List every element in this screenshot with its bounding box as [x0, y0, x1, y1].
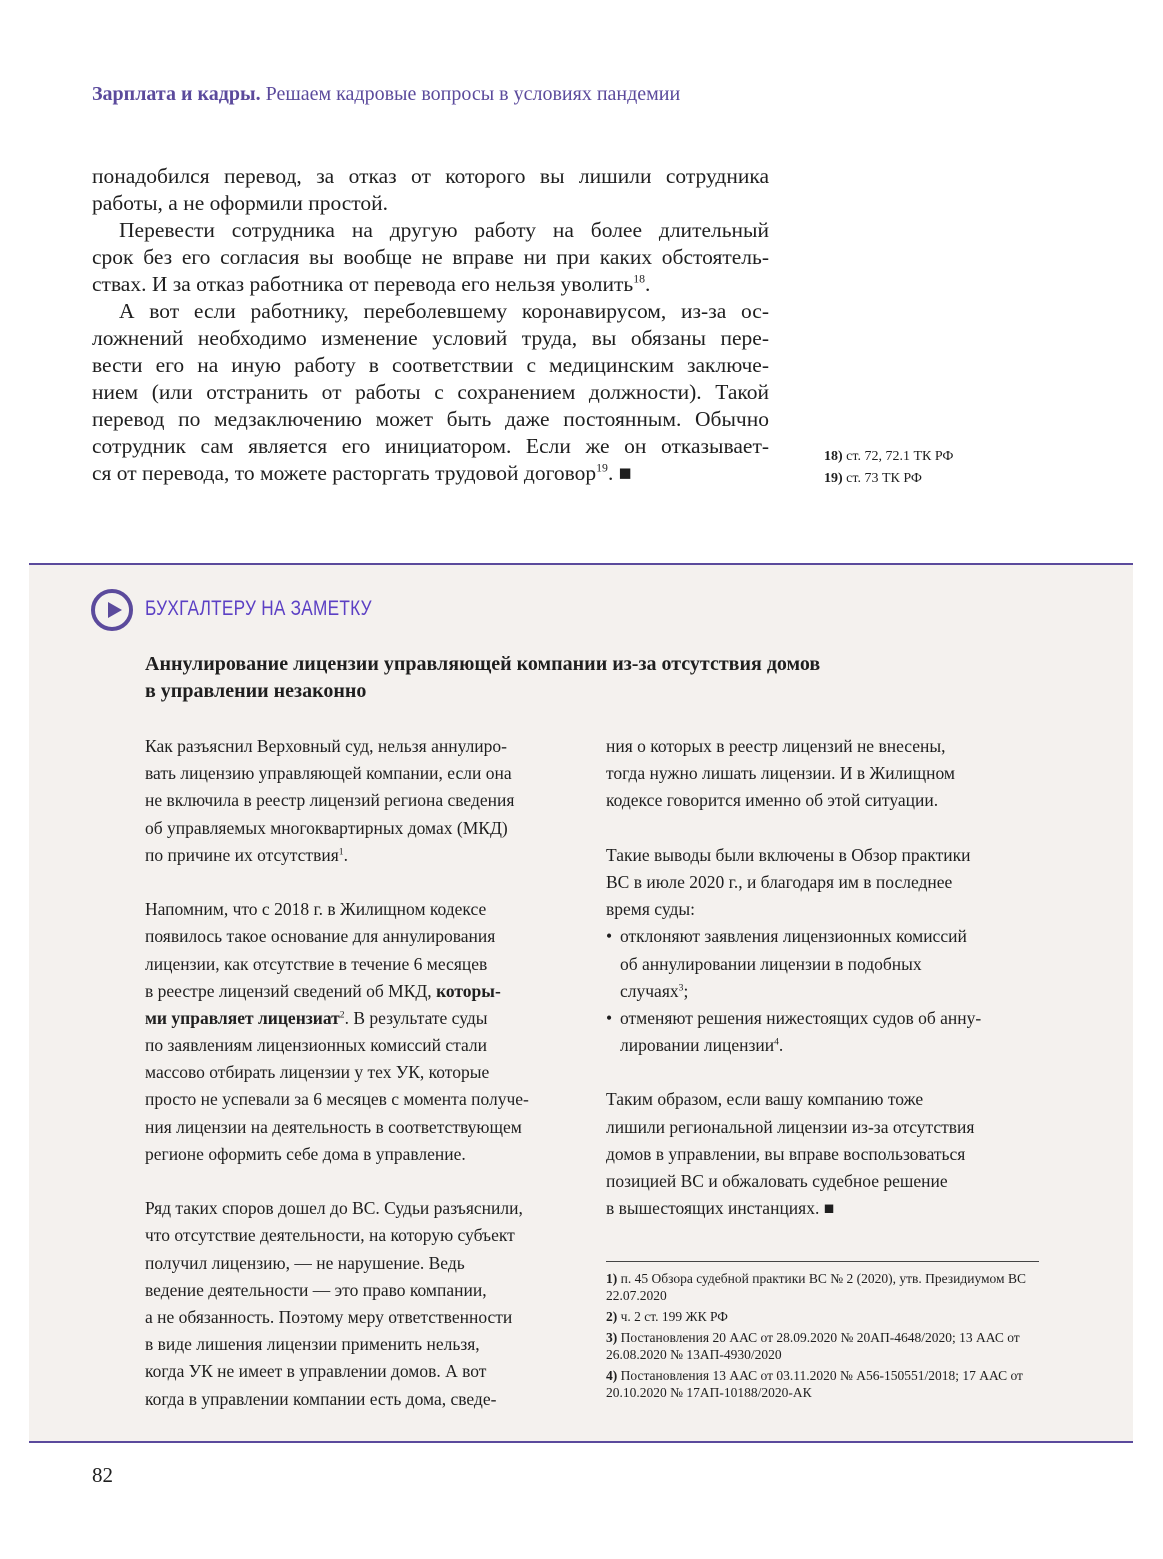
footnote-ref: 19: [596, 460, 608, 475]
text-line: домов в управлении, вы вправе воспользоваться: [606, 1143, 966, 1164]
text-line: ми управляет лицензиат$^2$. В результате суды: [145, 1007, 488, 1028]
text-line: когда в управлении компании есть дома, сведе-: [145, 1388, 497, 1409]
text-line: регионе оформить себе дома в управление.: [145, 1143, 466, 1164]
text-line: Ряд таких споров дошел до ВС. Судьи разъяснили,: [145, 1198, 523, 1219]
text-line: просто не успевали за 6 месяцев с момента получе-: [145, 1089, 529, 1110]
note-number: 18): [824, 449, 843, 464]
paragraph: [606, 842, 1046, 924]
footnote-ref: 18: [633, 271, 646, 286]
footnote: [606, 1308, 1046, 1325]
text-line: позицией ВС и обжаловать судебное решение: [606, 1171, 948, 1191]
text-line: в виде лишения лицензии применить нельзя,: [145, 1334, 480, 1355]
text-line: нием (или отстранить от работы с сохранением должности). Такой: [92, 380, 769, 404]
text-line: ния о которых в реестр лицензий не внесены,: [606, 736, 946, 756]
text-line: Как разъяснил Верховный суд, нельзя аннулиро-: [145, 736, 507, 756]
footnote-text: ч. 2 ст. 199 ЖК РФ: [620, 1309, 728, 1324]
text-line: Напомним, что с 2018 г. в Жилищном кодексе: [145, 899, 487, 920]
text-line: А вот если работнику, переболевшему коронавирусом, из-за ос-: [119, 299, 769, 323]
paragraph: [606, 733, 1046, 815]
footnote: [606, 1329, 1046, 1363]
footnote-text: Постановления 13 ААС от 03.11.2020 № А56-150551/2018; 17 ААС от 20.10.2020 № 17АП-10188/2020-АК: [606, 1368, 1023, 1400]
article-title: Решаем кадровые вопросы в условиях пандемии: [265, 83, 681, 105]
bullet-item: [606, 1005, 1046, 1059]
note-text: ст. 72, 72.1 ТК РФ: [846, 449, 954, 464]
text-line: когда УК не имеет в управлении домов. А вот: [145, 1361, 487, 1382]
text-line: не включила в реестр лицензий региона сведения: [145, 790, 515, 811]
paragraph-gap: [606, 1059, 1046, 1086]
main-text: [92, 163, 769, 487]
text-line: вать лицензию управляющей компании, если она: [145, 763, 512, 784]
text-line: в вышестоящих инстанциях. ■: [606, 1198, 835, 1219]
box-title-line: Аннулирование лицензии управляющей компании из-за отсутствия домов: [145, 653, 821, 675]
text-line: Такие выводы были включены в Обзор практики: [606, 844, 971, 865]
paragraph: [606, 1086, 1046, 1222]
running-head: [92, 83, 680, 106]
text-line: понадобился перевод, за отказ от которого вы лишили сотрудника: [92, 164, 769, 188]
text-line: об аннулировании лицензии в подобных: [620, 953, 922, 974]
paragraph: [92, 163, 769, 217]
play-icon: [91, 589, 133, 631]
text-line: срок без его согласия вы вообще не вправе ни при каких обстоятель-: [92, 245, 769, 269]
box-title: [145, 651, 1015, 705]
footnote-text: п. 45 Обзора судебной практики ВС № 2 (2020), утв. Президиумом ВС 22.07.2020: [606, 1271, 1026, 1303]
text-line: Перевести сотрудника на другую работу на более длительный: [119, 218, 769, 242]
text-line: Таким образом, если вашу компанию тоже: [606, 1089, 924, 1110]
bold-text: которы-: [436, 980, 501, 1001]
side-notes: [824, 446, 953, 490]
text-line: вести его на иную работу в соответствии с медицинским заключе-: [92, 353, 769, 377]
bullet-icon: •: [606, 926, 613, 947]
side-note: [824, 446, 953, 468]
text-line: получил лицензию, — не нарушение. Ведь: [145, 1252, 465, 1273]
note-number: 19): [824, 471, 843, 486]
footnote: [606, 1270, 1046, 1304]
footnote-ref: 3: [678, 981, 684, 993]
text-line: об управляемых многоквартирных домах (МКД): [145, 817, 508, 838]
paragraph-gap: [145, 869, 585, 896]
text-line: что отсутствие деятельности, на которую субъект: [145, 1225, 515, 1246]
footnote-ref: 4: [774, 1036, 779, 1048]
text-line: ВС в июле 2020 г., и благодаря им в последнее: [606, 871, 953, 892]
page-number: 82: [92, 1463, 113, 1487]
bullet-item: [606, 923, 1046, 1005]
text-line: тогда нужно лишать лицензии. И в Жилищном: [606, 763, 955, 784]
box-left-column: [145, 733, 585, 1413]
footnote-number: 2): [606, 1309, 618, 1324]
footnote-number: 1): [606, 1271, 618, 1286]
text-line: по заявлениям лицензионных комиссий стали: [145, 1035, 487, 1056]
text-line: ния лицензии на деятельность в соответствующем: [145, 1116, 522, 1137]
footnote-divider: [606, 1261, 1039, 1262]
footnote-number: 4): [606, 1368, 618, 1383]
text-line: появилось такое основание для аннулирования: [145, 926, 496, 947]
text-line: отклоняют заявления лицензионных комиссий: [620, 926, 967, 947]
text-line: ствах. И за отказ работника от перевода его нельзя уволить$^{18}$.: [92, 271, 651, 296]
note-text: ст. 73 ТК РФ: [846, 471, 922, 486]
text-line: лицензии, как отсутствие в течение 6 месяцев: [145, 953, 488, 974]
footnote-ref: 1: [338, 846, 344, 858]
footnote: [606, 1367, 1046, 1401]
bullet-icon: •: [606, 1007, 613, 1028]
text-line: массово отбирать лицензии у тех УК, которые: [145, 1062, 490, 1083]
text-line: сотрудник сам является его инициатором. Если же он отказывает-: [92, 434, 769, 458]
footnote-text: Постановления 20 ААС от 28.09.2020 № 20АП-4648/2020; 13 ААС от 26.08.2020 № 13АП-4930/2020: [606, 1330, 1020, 1362]
text-line: лишили региональной лицензии из-за отсутствия: [606, 1116, 975, 1137]
text-line: время суды:: [606, 899, 695, 920]
text-line: отменяют решения нижестоящих судов об анну-: [620, 1007, 982, 1028]
footnote-number: 3): [606, 1330, 618, 1345]
text-line: а не обязанность. Поэтому меру ответственности: [145, 1306, 513, 1327]
text-line: по причине их отсутствия$^1$.: [145, 844, 348, 865]
bold-text: ми управляет лицензиат: [145, 1007, 340, 1028]
paragraph: [145, 1195, 585, 1413]
paragraph: [145, 733, 585, 869]
paragraph-gap: [145, 1168, 585, 1195]
paragraph: [92, 217, 769, 298]
text-line: перевод по медзаключению может быть даже постоянным. Обычно: [92, 407, 769, 431]
text-line: ложнений необходимо изменение условий труда, вы обязаны пере-: [92, 326, 769, 350]
text-line: работы, а не оформили простой.: [92, 191, 389, 215]
text-line: ся от перевода, то можете расторгать трудовой договор$^{19}$. ■: [92, 460, 632, 485]
paragraph: [92, 298, 769, 487]
box-label: БУХГАЛТЕРУ НА ЗАМЕТКУ: [145, 597, 372, 620]
footnotes: [606, 1270, 1046, 1405]
text-line: случаях$^3$;: [620, 980, 689, 1001]
text-line: ведение деятельности — это право компании,: [145, 1279, 487, 1300]
box-right-column: [606, 733, 1046, 1222]
box-title-line: в управлении незаконно: [145, 680, 367, 702]
paragraph: [145, 896, 585, 1168]
section-name: Зарплата и кадры.: [92, 83, 261, 105]
text-line: в реестре лицензий сведений об МКД, которы-: [145, 980, 501, 1001]
footnote-ref: 2: [339, 1009, 345, 1021]
paragraph-gap: [606, 815, 1046, 842]
side-note: [824, 468, 953, 490]
text-line: кодексе говорится именно об этой ситуации.: [606, 790, 939, 811]
text-line: лировании лицензии$^4$.: [620, 1035, 784, 1056]
